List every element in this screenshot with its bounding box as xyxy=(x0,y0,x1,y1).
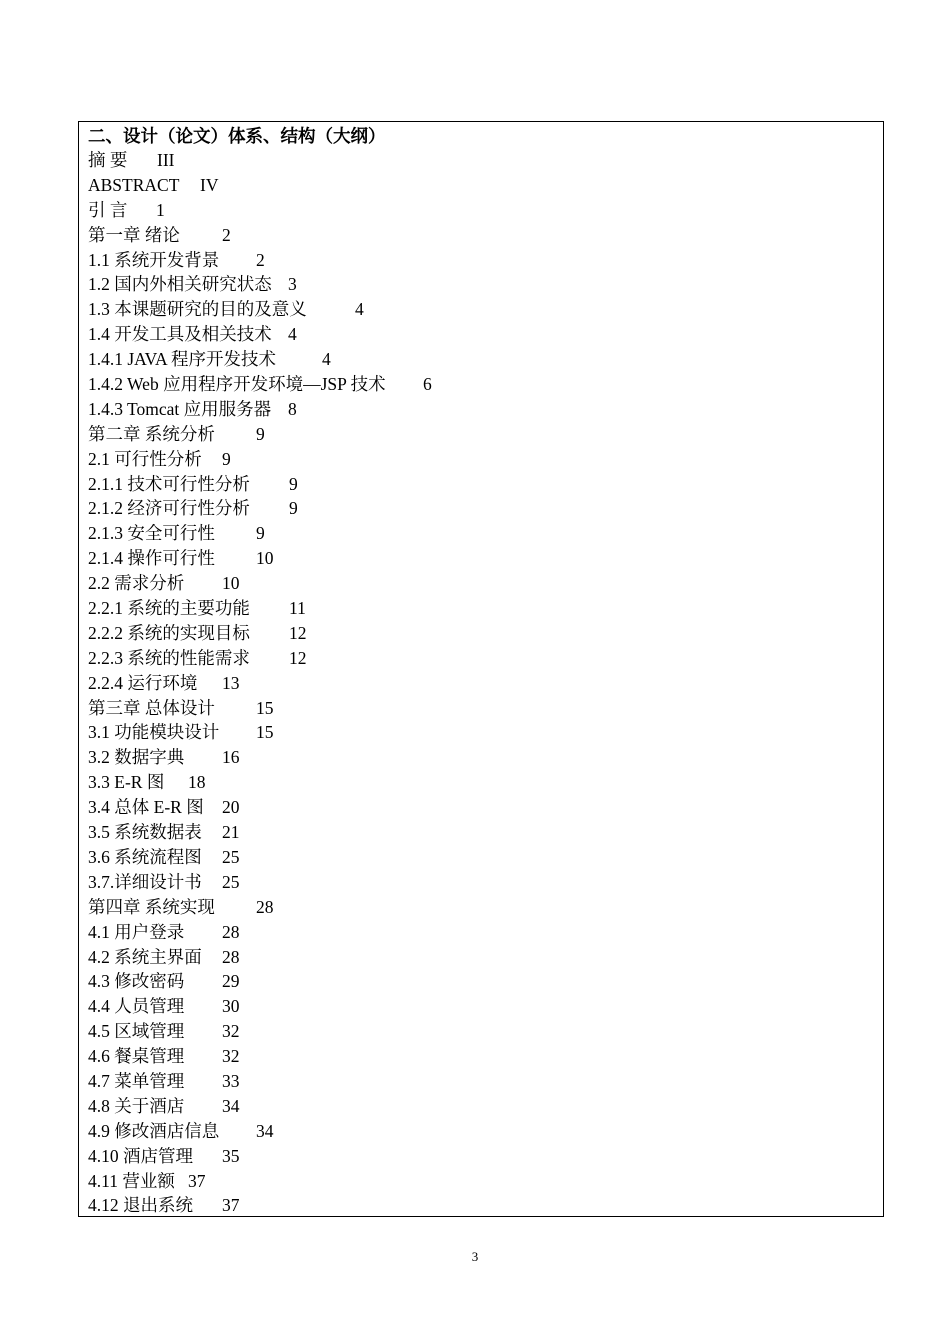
toc-entry[interactable] xyxy=(88,521,386,546)
toc-entry-title: 3.3 E-R 图 xyxy=(88,772,165,793)
toc-entry-page: 32 xyxy=(222,1021,240,1042)
toc-entry-title: 4.9 修改酒店信息 xyxy=(88,1120,220,1141)
toc-entry[interactable] xyxy=(88,646,386,671)
toc-entry-title: 4.6 餐桌管理 xyxy=(88,1046,185,1067)
toc-entry[interactable] xyxy=(88,720,386,745)
toc-entry[interactable] xyxy=(88,397,386,422)
toc-entry-page: 32 xyxy=(222,1046,240,1067)
toc-entry-title: 4.2 系统主界面 xyxy=(88,946,202,967)
toc-entry[interactable] xyxy=(88,1094,386,1119)
toc-entry[interactable] xyxy=(88,1193,386,1218)
toc-entry[interactable] xyxy=(88,148,386,173)
toc-entry-title: 1.4.3 Tomcat 应用服务器 xyxy=(88,398,272,419)
toc-entry-page: 10 xyxy=(222,573,240,594)
toc-entry-title: 4.5 区域管理 xyxy=(88,1021,185,1042)
outline-table-cell xyxy=(78,121,884,1217)
toc-entry[interactable] xyxy=(88,621,386,646)
toc-entry[interactable] xyxy=(88,571,386,596)
toc-entry[interactable] xyxy=(88,422,386,447)
toc-entry-title: 4.3 修改密码 xyxy=(88,971,185,992)
toc-entry-page: 16 xyxy=(222,747,240,768)
page-number: 3 xyxy=(471,1249,479,1264)
toc-entry-page: 28 xyxy=(222,946,240,967)
toc-entry-page: 25 xyxy=(222,871,240,892)
toc-entry[interactable] xyxy=(88,372,432,397)
toc-entry-page: 18 xyxy=(188,772,206,793)
toc-entry[interactable] xyxy=(88,945,386,970)
toc-entry[interactable] xyxy=(88,696,386,721)
toc-entry[interactable] xyxy=(88,198,386,223)
toc-entry-title: ABSTRACT xyxy=(88,174,180,195)
toc-entry-title: 3.6 系统流程图 xyxy=(88,846,202,867)
toc-entry-page: 12 xyxy=(289,622,307,643)
toc-entry[interactable] xyxy=(88,272,386,297)
toc-entry-title: 1.4.2 Web 应用程序开发环境—JSP 技术 xyxy=(88,374,386,395)
toc-entry-title: 3.4 总体 E-R 图 xyxy=(88,797,204,818)
toc-entry[interactable] xyxy=(88,770,386,795)
toc-entry[interactable] xyxy=(88,297,386,322)
toc-entry-page: 9 xyxy=(222,448,231,469)
toc-entry[interactable] xyxy=(88,820,386,845)
toc-entry-title: 3.1 功能模块设计 xyxy=(88,722,220,743)
toc-entry[interactable] xyxy=(88,1119,386,1144)
toc-list xyxy=(88,148,432,1218)
toc-entry[interactable] xyxy=(88,173,386,198)
toc-entry-title: 3.5 系统数据表 xyxy=(88,822,202,843)
toc-entry-title: 4.8 关于酒店 xyxy=(88,1095,185,1116)
toc-entry-page: 25 xyxy=(222,846,240,867)
toc-entry-page: 4 xyxy=(288,324,297,345)
toc-entry-title: 4.4 人员管理 xyxy=(88,996,185,1017)
toc-entry-title: 1.4.1 JAVA 程序开发技术 xyxy=(88,349,276,370)
toc-entry[interactable] xyxy=(88,1169,386,1194)
toc-entry-page: 15 xyxy=(256,722,274,743)
toc-entry-page: 37 xyxy=(222,1195,240,1216)
toc-entry-page: 34 xyxy=(256,1120,274,1141)
toc-entry-page: 30 xyxy=(222,996,240,1017)
toc-entry[interactable] xyxy=(88,895,386,920)
toc-entry-page: 2 xyxy=(222,224,231,245)
toc-entry[interactable] xyxy=(88,223,386,248)
toc-entry-title: 4.11 营业额 xyxy=(88,1170,175,1191)
toc-entry-page: 15 xyxy=(256,697,274,718)
toc-entry-title: 2.2.2 系统的实现目标 xyxy=(88,622,250,643)
toc-entry-page: 33 xyxy=(222,1070,240,1091)
toc-entry[interactable] xyxy=(88,472,386,497)
toc-entry[interactable] xyxy=(88,248,386,273)
toc-entry[interactable] xyxy=(88,1044,386,1069)
toc-entry-page: 10 xyxy=(256,548,274,569)
toc-entry-page: 4 xyxy=(355,299,364,320)
toc-entry-page: 9 xyxy=(256,423,265,444)
toc-entry[interactable] xyxy=(88,920,386,945)
toc-entry-title: 2.2 需求分析 xyxy=(88,573,185,594)
toc-entry[interactable] xyxy=(88,870,386,895)
toc-entry-title: 4.7 菜单管理 xyxy=(88,1070,185,1091)
toc-entry[interactable] xyxy=(88,1069,386,1094)
toc-entry-page: 9 xyxy=(289,473,298,494)
toc-entry-page: 13 xyxy=(222,672,240,693)
toc-entry[interactable] xyxy=(88,969,386,994)
toc-entry-page: 8 xyxy=(288,398,297,419)
toc-entry-page: 12 xyxy=(289,647,307,668)
toc-entry-title: 3.7.详细设计书 xyxy=(88,871,202,892)
toc-entry-page: 4 xyxy=(322,349,331,370)
toc-entry[interactable] xyxy=(88,496,386,521)
toc-entry[interactable] xyxy=(88,994,386,1019)
toc-entry-page: 37 xyxy=(188,1170,206,1191)
toc-entry-title: 1.4 开发工具及相关技术 xyxy=(88,324,272,345)
toc-entry-title: 2.1.2 经济可行性分析 xyxy=(88,498,250,519)
toc-entry-title: 2.1.3 安全可行性 xyxy=(88,523,215,544)
toc-entry-page: 21 xyxy=(222,822,240,843)
toc-entry[interactable] xyxy=(88,347,386,372)
toc-entry-title: 2.1 可行性分析 xyxy=(88,448,202,469)
toc-entry-page: 2 xyxy=(256,249,265,270)
toc-entry-title: 引 言 xyxy=(88,199,128,220)
toc-entry-title: 2.1.1 技术可行性分析 xyxy=(88,473,250,494)
toc-entry[interactable] xyxy=(88,447,386,472)
toc-entry-title: 1.3 本课题研究的目的及意义 xyxy=(88,299,307,320)
toc-entry-page: 9 xyxy=(256,523,265,544)
toc-entry-page: 6 xyxy=(423,374,432,395)
toc-entry-page: 34 xyxy=(222,1095,240,1116)
toc-entry-title: 2.2.1 系统的主要功能 xyxy=(88,598,250,619)
toc-entry-page: 3 xyxy=(288,274,297,295)
toc-entry-page: 20 xyxy=(222,797,240,818)
toc-entry[interactable] xyxy=(88,322,386,347)
toc-entry[interactable] xyxy=(88,745,386,770)
toc-entry-page: 9 xyxy=(289,498,298,519)
toc-entry-title: 4.10 酒店管理 xyxy=(88,1145,193,1166)
toc-entry[interactable] xyxy=(88,845,386,870)
toc-entry-page: 28 xyxy=(222,921,240,942)
toc-entry-title: 4.1 用户登录 xyxy=(88,921,185,942)
toc-entry-page: 11 xyxy=(289,598,306,619)
toc-entry-title: 2.2.4 运行环境 xyxy=(88,672,198,693)
toc-entry-title: 摘 要 xyxy=(88,150,128,170)
toc-entry-page: III xyxy=(157,150,175,170)
toc-entry-page: IV xyxy=(200,174,219,195)
section-heading: 二、设计（论文）体系、结构（大纲） xyxy=(88,126,386,146)
toc-entry-page: 35 xyxy=(222,1145,240,1166)
toc-entry[interactable] xyxy=(88,1144,386,1169)
toc-entry-title: 第一章 绪论 xyxy=(88,224,180,245)
toc-entry-page: 28 xyxy=(256,896,274,917)
toc-entry[interactable] xyxy=(88,596,386,621)
toc-entry-page: 29 xyxy=(222,971,240,992)
toc-entry-title: 第二章 系统分析 xyxy=(88,423,215,444)
toc-entry-title: 第三章 总体设计 xyxy=(88,697,215,718)
toc-entry-title: 第四章 系统实现 xyxy=(88,896,215,917)
toc-entry-title: 2.2.3 系统的性能需求 xyxy=(88,647,250,668)
toc-entry-title: 3.2 数据字典 xyxy=(88,747,185,768)
toc-entry[interactable] xyxy=(88,546,386,571)
toc-entry-page: 1 xyxy=(156,199,165,220)
toc-entry-title: 1.2 国内外相关研究状态 xyxy=(88,274,272,295)
toc-entry[interactable] xyxy=(88,1019,386,1044)
toc-entry[interactable] xyxy=(88,795,386,820)
toc-entry-title: 4.12 退出系统 xyxy=(88,1195,193,1216)
toc-entry-title: 1.1 系统开发背景 xyxy=(88,249,220,270)
toc-entry[interactable] xyxy=(88,671,386,696)
toc-entry-title: 2.1.4 操作可行性 xyxy=(88,548,215,569)
